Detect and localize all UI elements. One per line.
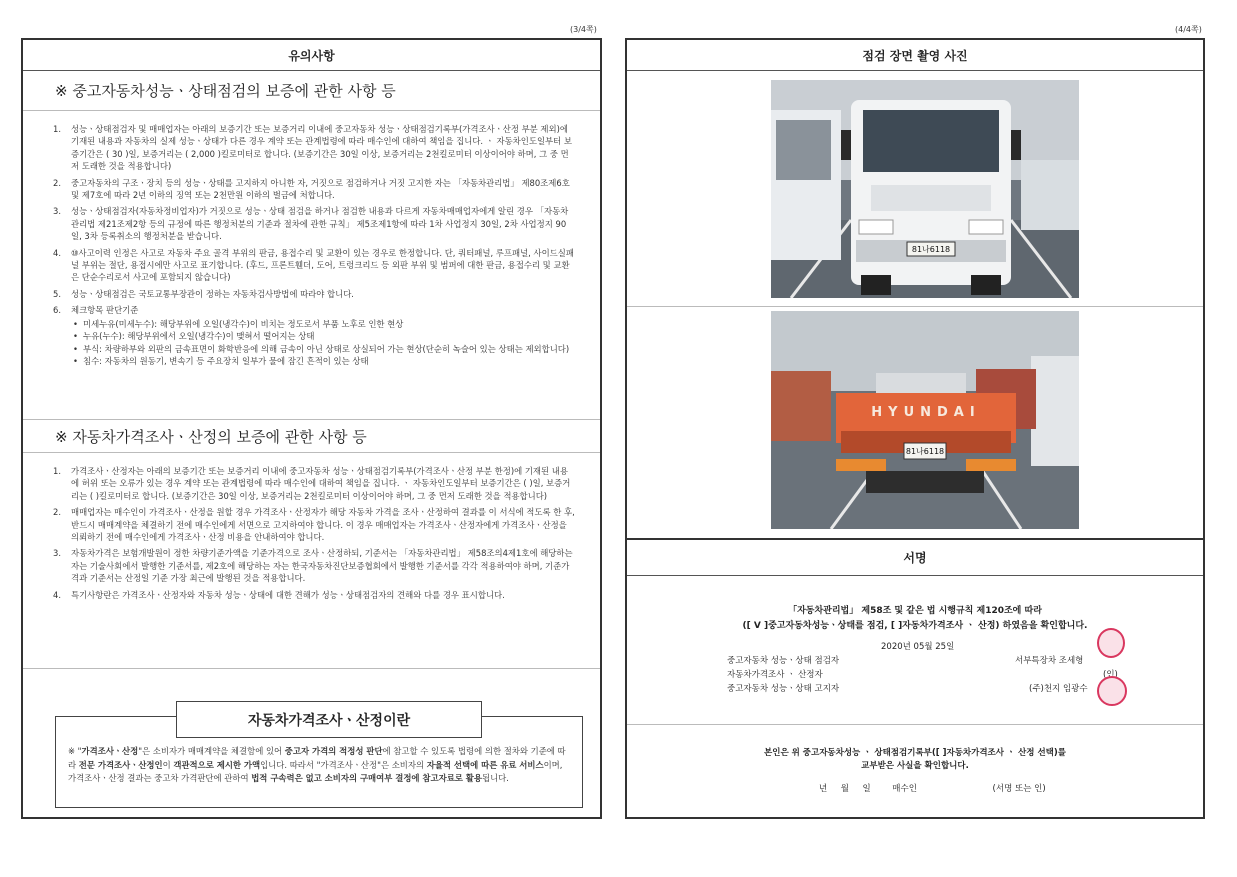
list-item (53, 288, 576, 300)
list-item (53, 304, 576, 367)
section2-body (23, 453, 600, 668)
definition-text (68, 745, 572, 786)
appraiser-role: 자동차가격조사 ㆍ 산정자 (727, 670, 823, 680)
front-plate: 81나6118 (911, 244, 951, 254)
buyer-line-1: 본인은 위 중고자동차성능 ㆍ 상태점검기록부([ ]자동차가격조사 ㆍ 산정 선택)를 (764, 748, 1066, 758)
inspector-role: 중고자동차 성능ㆍ상태 점검자 (727, 656, 840, 666)
criteria-item: • 미세누유(미세누수): 해당부위에 오일(냉각수)이 비치는 정도로서 부품 노후로 인한 현상 (71, 318, 576, 330)
item-text: 특기사항란은 가격조사ㆍ산정자와 자동차 성능ㆍ상태에 대한 견해가 성능ㆍ상태점검자의 견해와 다를 경우 표시합니다. (71, 589, 505, 600)
rear-truck-image (771, 311, 1079, 529)
definition-box (55, 712, 583, 808)
item-text: 성능ㆍ상태점검자 및 매매업자는 아래의 보증기간 또는 보증거리 이내에 중고자동차 성능ㆍ상태점검기록부(가격조사ㆍ산정 부분 제외)에 기재된 내용과 자동차의 실제 성능ㆍ상태가 다른 경우 계약 또는 관계법령에 따라 매수인에 대하여 책임을 집니다. ㆍ 자동차인도일부터 보증기간은 ( 30 )일, 보증거리는 ( 2,000 )킬로미터로 합니다. (보증기간은 30일 이상, 보증거리는 2천킬로미터 이상이어야 하며, 그 중 먼저 도래한 것을 적용합니다) (71, 124, 572, 172)
item-text: 체크항목 판단기준 (71, 305, 139, 316)
law-line: 「자동차관리법」 제58조 및 같은 법 시행규칙 제120조에 따라 (788, 606, 1042, 616)
definition-emphasis: 자율적 선택에 따른 유료 서비스 (426, 759, 544, 770)
notifier-seal-stamp (1097, 676, 1127, 706)
inspector-seal-stamp (1097, 628, 1125, 658)
definition-fragment: 입니다. 따라서 "가격조사ㆍ산정"은 소비자의 (260, 759, 427, 770)
definition-title: 자동차가격조사ㆍ산정이란 (176, 701, 482, 738)
item-text: 자동차가격은 보험개발원이 정한 차량기준가액을 기준가격으로 조사ㆍ산정하되, 기준서는 「자동차관리법」 제58조의4제1호에 해당하는 자는 기술사회에서 발행한 기준서를, 제2호에 해당하는 자는 한국자동차진단보증협회에서 발행한 기준서를 각각 적용하여야 하며, 기준가격과 기준서는 산정일 기준 가장 최근에 발행된 것을 적용합니다. (71, 548, 573, 584)
section2-heading: ※ 자동차가격조사ㆍ산정의 보증에 관한 사항 등 (23, 419, 600, 453)
buyer-sign-line: 년 월 일 매수인 (서명 또는 인) (819, 784, 1046, 794)
right-page-number: (4/4쪽) (1175, 25, 1202, 34)
left-page-number: (3/4쪽) (570, 25, 597, 34)
item-text: 성능ㆍ상태점검자(자동차정비업자)가 거짓으로 성능ㆍ상태 점검을 하거나 점검한 내용과 다르게 자동차매매업자에게 알린 경우 「자동차관리법 제21조제2항 등의 규정에 따른 행정처분의 기준과 절차에 관한 규칙」 제5조제1항에 따라 1차 사업정지 30일, 2차 사업정지 90일, 3차 등록취소의 행정처분을 받습니다. (71, 206, 569, 242)
sign-date: 2020년 05월 25일 (881, 642, 955, 652)
definition-fragment: 이며, 가격조사ㆍ산정 결과는 중고차 가격판단에 관하여 (68, 759, 563, 783)
item-text: 성능ㆍ상태점검은 국토교통부장관이 정하는 자동차검사방법에 따라야 합니다. (71, 288, 354, 299)
item-number: 3. (53, 548, 61, 559)
notifier-name: (주)천지 임광수 (1029, 684, 1088, 694)
definition-fragment: 됩니다. (481, 773, 509, 783)
item-text: 매매업자는 매수인이 가격조사ㆍ산정을 원할 경우 가격조사ㆍ산정자가 해당 자동차 가격을 조사ㆍ산정하여 결과를 이 서식에 적도록 한 후, 반드시 매매계약을 체결하기 전에 매수인에게 서면으로 고지하여야 합니다. 이 경우 매매업자는 가격조사ㆍ산정자에게 가격조사ㆍ산정을 의뢰하기 전에 매수인에게 가격조사ㆍ산정 비용을 안내하여야 합니다. (71, 507, 575, 543)
item-number: 2. (53, 507, 61, 518)
criteria-item: • 침수: 자동차의 원동기, 변속기 등 주요장치 일부가 물에 잠긴 흔적이 있는 상태 (71, 355, 576, 367)
item-number: 1. (53, 124, 61, 134)
section2-list (23, 465, 600, 601)
item-number: 2. (53, 177, 61, 188)
section1-heading: ※ 중고자동차성능ㆍ상태점검의 보증에 관한 사항 등 (23, 71, 600, 111)
front-inspection-photo (771, 80, 1079, 298)
confirm-line: ([ V ]중고자동차성능ㆍ상태를 점검, [ ]자동차가격조사 ㆍ 산정) 하였음을 확인합니다. (742, 621, 1088, 631)
criteria-list (71, 318, 576, 368)
photo-sign-panel (625, 38, 1205, 819)
list-item (53, 589, 576, 601)
item-number: 3. (53, 206, 61, 217)
item-number: 6. (53, 305, 61, 316)
list-item (53, 465, 576, 502)
list-item (53, 247, 576, 284)
notice-panel (21, 38, 602, 819)
definition-emphasis: 전문 가격조사ㆍ산정인 (78, 759, 163, 770)
front-truck-image (771, 80, 1079, 298)
criteria-item: • 부식: 차량하부와 외판의 금속표면이 화학반응에 의해 금속이 아닌 상태로 상실되어 가는 현상(단순히 녹슬어 있는 상태는 제외합니다) (71, 343, 576, 355)
section1-body (23, 111, 600, 419)
rear-brand-text: HYUNDAI (871, 405, 981, 420)
inspector-name: 서부특장차 조세형 (1015, 656, 1084, 666)
item-text: 중고자동차의 구조ㆍ장치 등의 성능ㆍ상태를 고지하지 아니한 자, 거짓으로 점검하거나 거짓 고지한 자는 「자동차관리법」 제80조제6호 및 제7호에 따라 2년 이하의 징역 또는 2천만원 이하의 벌금에 처합니다. (71, 177, 570, 201)
signature-title: 서명 (627, 540, 1203, 576)
photo-title: 점검 장면 촬영 사진 (627, 40, 1203, 71)
item-number: 5. (53, 288, 61, 299)
notice-title: 유의사항 (23, 40, 600, 71)
definition-emphasis: 가격조사ㆍ산정 (81, 746, 139, 756)
rear-plate: 81나6118 (905, 446, 945, 456)
definition-emphasis: 중고자 가격의 적정성 판단 (284, 746, 383, 756)
criteria-item: • 누유(누수): 해당부위에서 오일(냉각수)이 맺혀서 떨어지는 상태 (71, 330, 576, 342)
list-item (53, 205, 576, 242)
item-text: 가격조사ㆍ산정자는 아래의 보증기간 또는 보증거리 이내에 중고자동차 성능ㆍ상태점검기록부(가격조사ㆍ산정 부분 한정)에 기재된 내용에 허위 또는 오류가 있는 경우 계약 또는 관계법령에 따라 매수인에 대하여 책임을 집니다. ㆍ 자동차인도일부터 보증기간은 ( )일, 보증거리는 ( )킬로미터로 합니다. (보증기간은 30일 이상, 보증거리는 2천킬로미터 이상이어야 하며, 그 중 먼저 도래한 것을 적용합니다) (71, 466, 571, 501)
item-number: 1. (53, 466, 61, 476)
item-text: ⑩사고이력 인정은 사고로 자동차 주요 골격 부위의 판금, 용접수리 및 교환이 있는 경우로 한정합니다. 단, 쿼터패널, 루프패널, 사이드실패널 부위는 절단, 용접시에만 사고로 표기합니다. (후드, 프론트휀더, 도어, 트렁크리드 등 외판 부위 및 범퍼에 대한 판금, 용접수리 및 교환은 단순수리로서 사고에 포함되지 않습니다) (71, 247, 574, 283)
list-item (53, 506, 576, 543)
definition-emphasis: 객관적으로 제시한 가액 (173, 759, 261, 770)
definition-fragment: "은 소비자가 매매계약을 체결함에 있어 (138, 746, 285, 756)
item-number: 4. (53, 589, 61, 600)
appraiser-name: (인) (1103, 670, 1118, 680)
definition-fragment: 에 참고할 수 있도록 법령에 의한 절차와 기준에 따라 (68, 746, 566, 770)
rear-inspection-photo (771, 311, 1079, 529)
notifier-role: 중고자동차 성능ㆍ상태 고지자 (727, 684, 840, 694)
section1-list (23, 123, 600, 367)
definition-emphasis: 법적 구속력은 없고 소비자의 구매여부 결정에 참고자료로 활용 (251, 773, 482, 783)
list-item (53, 547, 576, 584)
list-item (53, 123, 576, 173)
buyer-line-2: 교부받은 사실을 확인합니다. (861, 761, 969, 771)
definition-fragment: 이 (162, 759, 174, 770)
list-item (53, 177, 576, 202)
item-number: 4. (53, 247, 61, 258)
definition-fragment: ※ " (68, 746, 82, 756)
